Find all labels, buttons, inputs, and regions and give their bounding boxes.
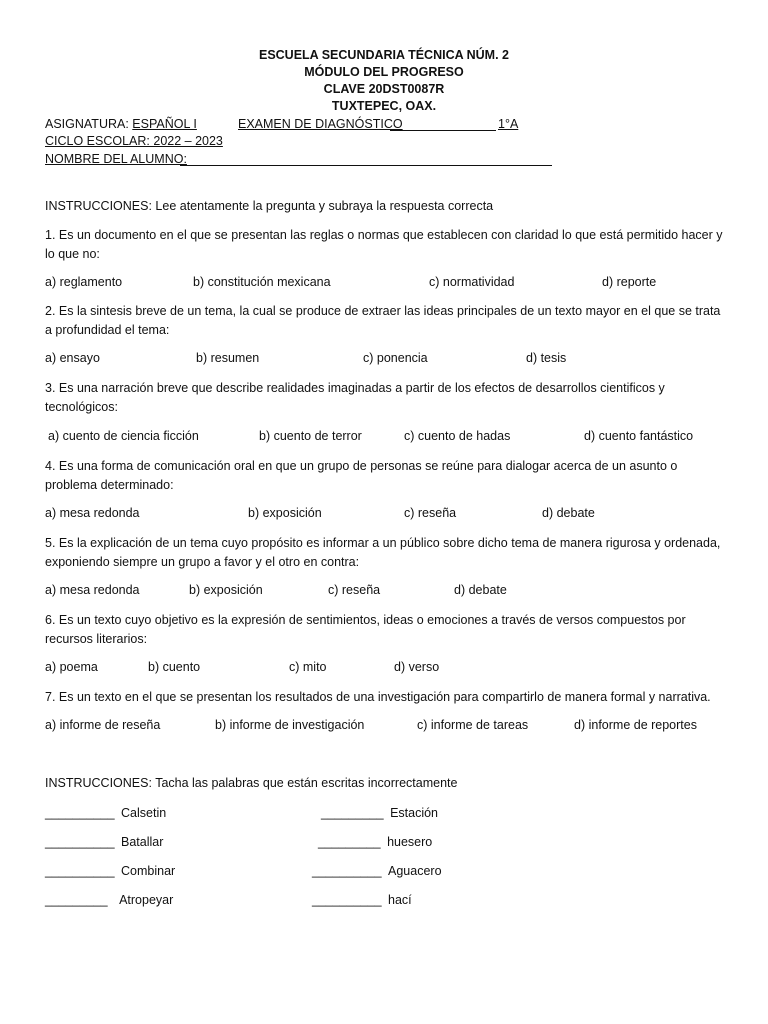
q5-option-b[interactable]: b) exposición (189, 583, 263, 597)
q4-option-b[interactable]: b) exposición (248, 506, 322, 520)
question-7: 7. Es un texto en el que se presentan los resultados de una investigación para compartirlo de manera formal y narrativa. (45, 690, 711, 704)
word-row-right-4 (312, 892, 412, 909)
instructions-2: INSTRUCCIONES: Tacha las palabras que están escritas incorrectamente (45, 776, 458, 790)
q1-option-a[interactable]: a) reglamento (45, 275, 123, 289)
word-row-left-1 (45, 805, 166, 822)
word-item[interactable]: Combinar (121, 864, 176, 878)
school-cycle: CICLO ESCOLAR: 2022 – 2023 (45, 134, 223, 148)
q7-option-a[interactable]: a) informe de reseña (45, 718, 161, 732)
blank-line[interactable]: __________ (312, 893, 382, 907)
question-2: 2. Es la sintesis breve de un tema, la cual se produce de extraer las ideas principales de un texto mayor en el que se trata a profundidad el tema: (45, 304, 721, 337)
q1-option-d[interactable]: d) reporte (602, 275, 657, 289)
q5-option-a[interactable]: a) mesa redonda (45, 583, 140, 597)
q6-option-a[interactable]: a) poema (45, 660, 98, 674)
student-name-field[interactable] (180, 165, 552, 166)
question-6: 6. Es un texto cuyo objetivo es la expresión de sentimientos, ideas o emociones a través de versos compuestos por recursos literarios: (45, 613, 686, 646)
school-name: ESCUELA SECUNDARIA TÉCNICA NÚM. 2 (258, 48, 509, 62)
q5-option-d[interactable]: d) debate (454, 583, 507, 597)
blank-line[interactable]: __________ (312, 864, 382, 878)
q2-option-a[interactable]: a) ensayo (45, 351, 100, 365)
q3-option-d[interactable]: d) cuento fantástico (584, 429, 694, 443)
word-item[interactable]: Estación (390, 806, 439, 820)
subject-label: ASIGNATURA: (45, 117, 133, 131)
word-item[interactable]: Atropeyar (119, 893, 174, 907)
word-item[interactable]: hací (388, 893, 412, 907)
q7-option-d[interactable]: d) informe de reportes (574, 718, 697, 732)
q2-option-d[interactable]: d) tesis (526, 351, 567, 365)
q1-option-b[interactable]: b) constitución mexicana (193, 275, 331, 289)
q5-option-c[interactable]: c) reseña (328, 583, 381, 597)
q7-option-c[interactable]: c) informe de tareas (417, 718, 529, 732)
word-row-right-3 (312, 863, 442, 880)
q6-option-b[interactable]: b) cuento (148, 660, 201, 674)
grade (498, 116, 518, 133)
blank-line[interactable]: _________ (318, 835, 381, 849)
word-row-right-2 (318, 834, 432, 851)
blank-line[interactable]: __________ (45, 806, 115, 820)
subject-value: ESPAÑOL I (132, 117, 197, 131)
word-row-left-2 (45, 834, 163, 851)
grade-text: 1°A (498, 117, 519, 131)
word-row-left-3 (45, 863, 175, 880)
word-row-right-1 (321, 805, 438, 822)
q3-option-b[interactable]: b) cuento de terror (259, 429, 362, 443)
q1-option-c[interactable]: c) normatividad (429, 275, 515, 289)
q4-option-c[interactable]: c) reseña (404, 506, 457, 520)
student-name-label: NOMBRE DEL ALUMNO: (45, 152, 187, 166)
school-location: TUXTEPEC, OAX. (331, 99, 437, 113)
q2-option-c[interactable]: c) ponencia (363, 351, 428, 365)
question-5: 5. Es la explicación de un tema cuyo propósito es informar a un público sobre dicho tema de manera rigurosa y ordenada, exponiendo siempre un grupo a favor y el otro en contra: (45, 536, 721, 569)
blank-line[interactable]: _________ (321, 806, 384, 820)
q6-option-c[interactable]: c) mito (289, 660, 327, 674)
q7-option-b[interactable]: b) informe de investigación (215, 718, 365, 732)
subject-row (45, 116, 197, 133)
module-name: MÓDULO DEL PROGRESO (304, 65, 464, 79)
word-item[interactable]: Calsetin (121, 806, 167, 820)
question-4: 4. Es una forma de comunicación oral en que un grupo de personas se reúne para dialogar acerca de un asunto o problema determinado: (45, 459, 678, 492)
exam-title-text: EXAMEN DE DIAGNÓSTICO (238, 117, 403, 131)
word-item[interactable]: huesero (387, 835, 433, 849)
q4-option-a[interactable]: a) mesa redonda (45, 506, 140, 520)
word-item[interactable]: Batallar (121, 835, 164, 849)
exam-title (238, 116, 403, 133)
exam-title-underline (390, 130, 496, 131)
question-1: 1. Es un documento en el que se presentan las reglas o normas que establecen con claridad lo que está permitido hacer y lo que no: (45, 228, 723, 261)
q6-option-d[interactable]: d) verso (394, 660, 440, 674)
q3-option-a[interactable]: a) cuento de ciencia ficción (48, 429, 199, 443)
word-row-left-4 (45, 892, 173, 909)
blank-line[interactable]: _________ (45, 893, 108, 907)
q2-option-b[interactable]: b) resumen (196, 351, 260, 365)
instructions-1: INSTRUCCIONES: Lee atentamente la pregunta y subraya la respuesta correcta (45, 199, 494, 213)
blank-line[interactable]: __________ (45, 835, 115, 849)
word-item[interactable]: Aguacero (388, 864, 442, 878)
question-3: 3. Es una narración breve que describe realidades imaginadas a partir de los efectos de desarrollos cientificos y tecnológicos: (45, 381, 665, 414)
q3-option-c[interactable]: c) cuento de hadas (404, 429, 511, 443)
q4-option-d[interactable]: d) debate (542, 506, 595, 520)
school-key: CLAVE 20DST0087R (323, 82, 445, 96)
blank-line[interactable]: __________ (45, 864, 115, 878)
